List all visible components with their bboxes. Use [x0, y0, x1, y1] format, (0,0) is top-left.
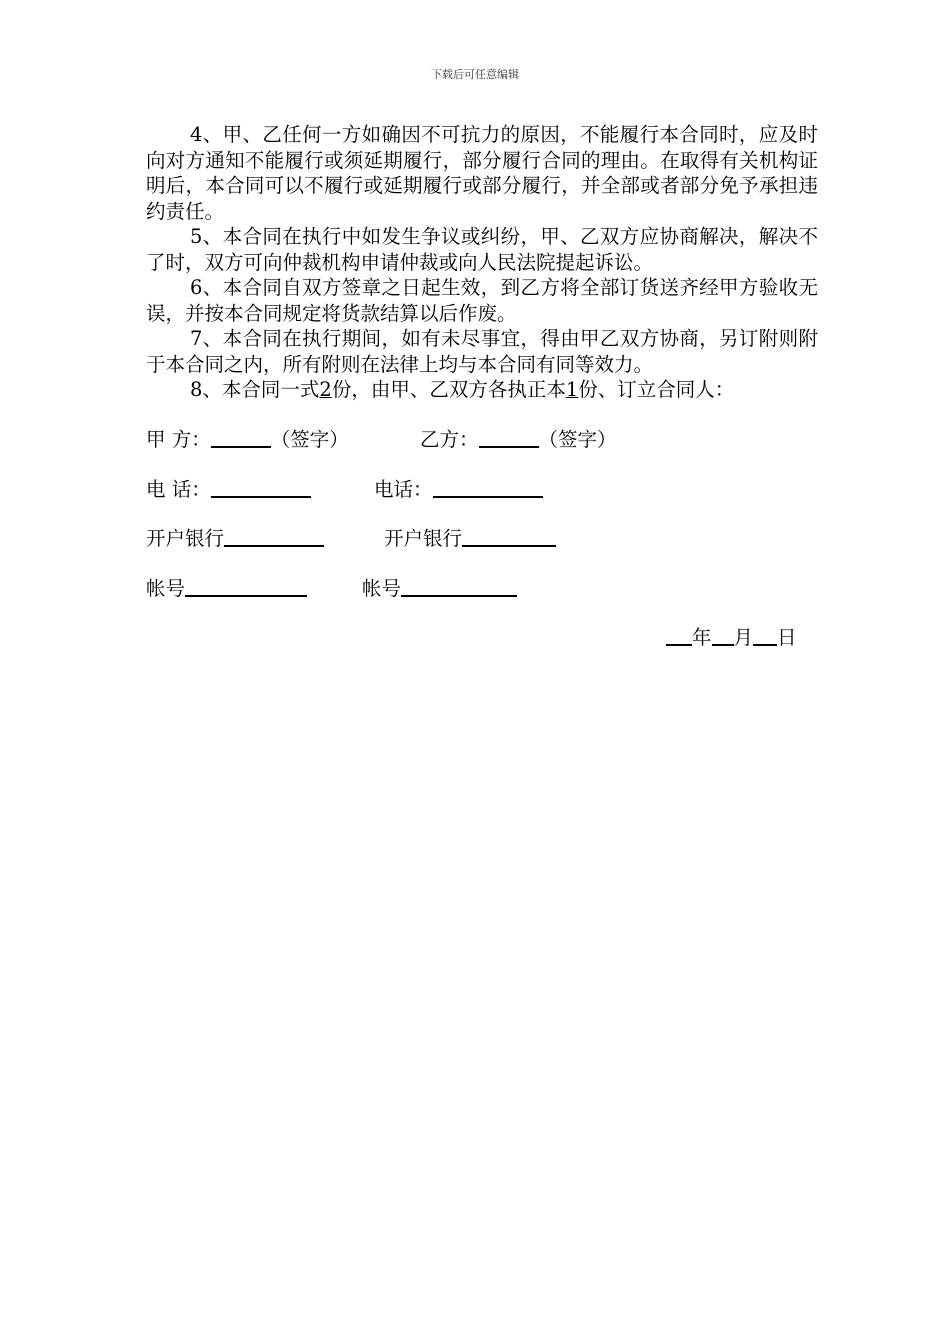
month-label: 月 — [733, 626, 754, 649]
bank-b-blank[interactable] — [462, 527, 556, 547]
account-a-label: 帐号 — [146, 577, 186, 600]
bank-a — [146, 523, 324, 551]
day-blank[interactable] — [753, 626, 777, 646]
clause-8-copies: 2 — [319, 378, 332, 401]
clause-4: 4、甲、乙任何一方如确因不可抗力的原因，不能履行本合同时，应及时向对方通知不能履行或须延期履行，部分履行合同的理由。在取得有关机构证明后，本合同可以不履行或延期履行或部分履行，并全部或者部分免予承担违约责任。 — [146, 123, 818, 223]
phone-b-label: 电话： — [374, 478, 433, 501]
account-b-blank[interactable] — [401, 577, 517, 597]
page-header-note: 下载后可任意编辑 — [431, 68, 519, 81]
bank-a-label: 开户银行 — [146, 527, 225, 550]
party-a-blank[interactable] — [211, 428, 271, 448]
year-label: 年 — [692, 626, 712, 649]
account-a-blank[interactable] — [185, 577, 307, 597]
phone-a — [146, 474, 311, 502]
clause-8-suffix: 份、订立合同人： — [578, 378, 735, 401]
account-b-label: 帐号 — [362, 577, 402, 600]
date-line — [666, 622, 797, 650]
phone-b-blank[interactable] — [433, 478, 543, 498]
party-b-blank[interactable] — [479, 428, 539, 448]
party-b — [420, 424, 617, 452]
clause-6: 6、本合同自双方签章之日起生效，到乙方将全部订货送齐经甲方验收无误，并按本合同规定将货款结算以后作废。 — [146, 276, 818, 325]
party-b-label: 乙方： — [420, 428, 479, 451]
phone-a-label: 电 话： — [146, 478, 211, 501]
party-a-label: 甲 方： — [146, 428, 211, 451]
account-a — [146, 573, 307, 601]
bank-b-label: 开户银行 — [384, 527, 463, 550]
clause-8-each: 1 — [565, 378, 579, 401]
day-label: 日 — [777, 626, 797, 649]
bank-b — [384, 523, 556, 551]
phone-b — [374, 474, 543, 502]
account-b — [362, 573, 517, 601]
clause-7: 7、本合同在执行期间，如有未尽事宜，得由甲乙双方协商，另订附则附于本合同之内，所有附则在法律上均与本合同有同等效力。 — [146, 327, 818, 376]
phone-a-blank[interactable] — [211, 478, 311, 498]
clause-8-mid: 份，由甲、乙双方各执正本 — [331, 378, 566, 401]
year-blank[interactable] — [666, 626, 692, 646]
clause-8-prefix: 8、本合同一式 — [190, 378, 320, 401]
party-a-sign-note: （签字） — [270, 428, 349, 451]
party-a — [146, 424, 349, 452]
bank-a-blank[interactable] — [224, 527, 324, 547]
contract-clauses — [146, 122, 818, 403]
party-b-sign-note: （签字） — [538, 428, 617, 451]
clause-5: 5、本合同在执行中如发生争议或纠纷，甲、乙双方应协商解决，解决不了时，双方可向仲裁机构申请仲裁或向人民法院提起诉讼。 — [146, 225, 818, 274]
clause-8 — [146, 377, 818, 403]
month-blank[interactable] — [712, 626, 734, 646]
